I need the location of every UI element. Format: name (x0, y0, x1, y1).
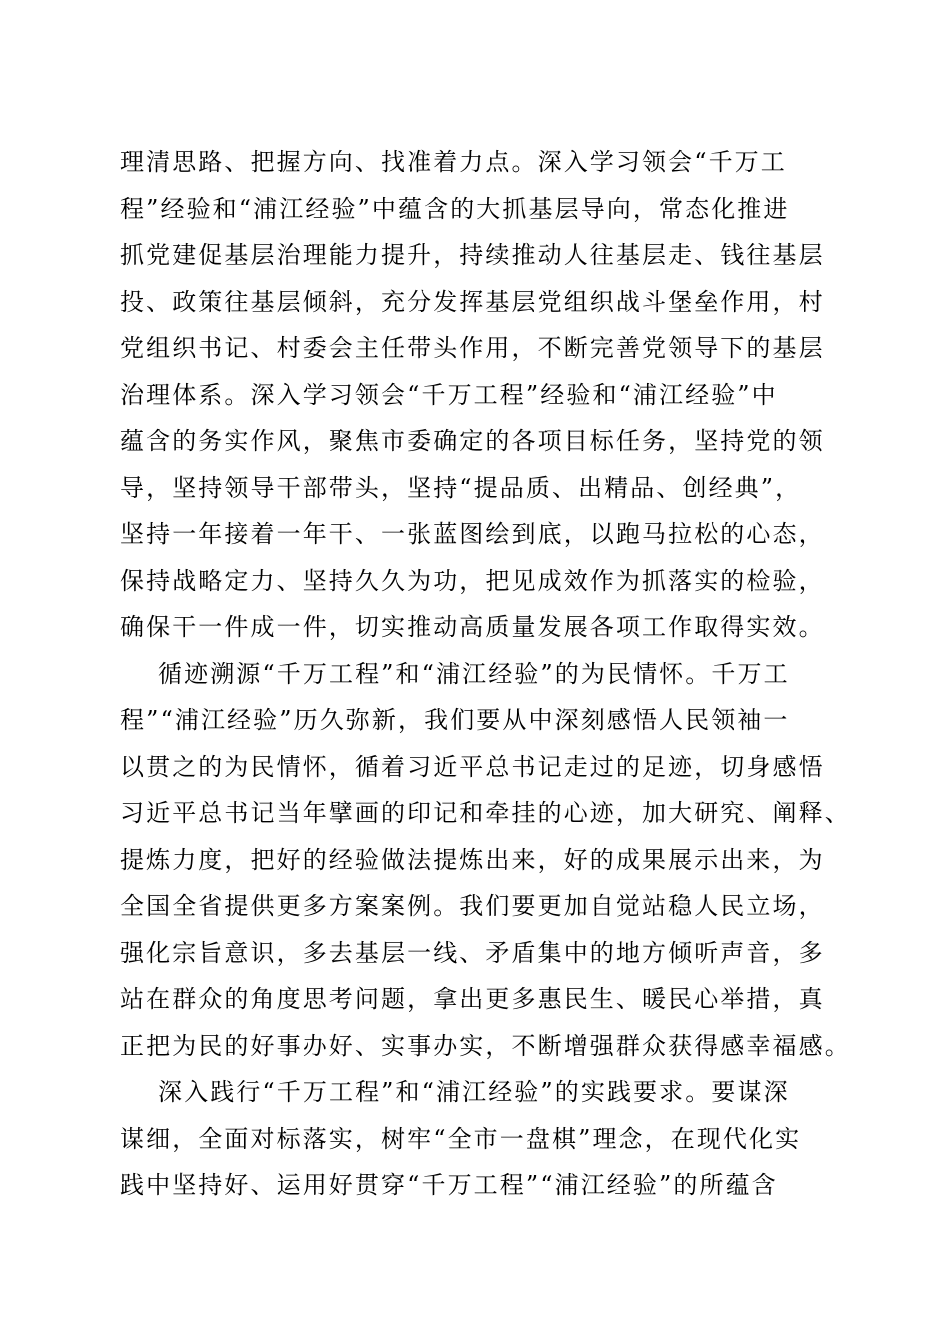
text-line: 蕴含的务实作风，聚焦市委确定的各项目标任务，坚持党的领 (120, 427, 825, 455)
text-line: 以贯之的为民情怀，循着习近平总书记走过的足迹，切身感悟 (120, 753, 825, 781)
text-line: 谋细，全面对标落实，树牢“全市一盘棋”理念，在现代化实 (120, 1125, 802, 1153)
text-line: 投、政策往基层倾斜，充分发挥基层党组织战斗堡垒作用，村 (120, 288, 825, 316)
text-line: 程”经验和“浦江经验”中蕴含的大抓基层导向，常态化推进 (120, 195, 790, 223)
text-line: 党组织书记、村委会主任带头作用，不断完善党领导下的基层 (120, 334, 825, 362)
text-line: 理清思路、把握方向、找准着力点。深入学习领会“千万工 (120, 148, 787, 176)
text-line: 践中坚持好、运用好贯穿“千万工程”“浦江经验”的所蕴含 (120, 1171, 778, 1199)
text-line: 抓党建促基层治理能力提升，持续推动人往基层走、钱往基层 (120, 241, 825, 269)
text-line: 习近平总书记当年擘画的印记和牵挂的心迹，加大研究、阐释、 (120, 799, 851, 827)
text-line: 导，坚持领导干部带头，坚持“提品质、出精品、创经典”， (120, 474, 802, 502)
text-line: 强化宗旨意识，多去基层一线、矛盾集中的地方倾听声音，多 (120, 939, 825, 967)
paragraph-first-line: 深入践行“千万工程”和“浦江经验”的实践要求。要谋深 (158, 1078, 790, 1106)
text-line: 全国全省提供更多方案案例。我们要更加自觉站稳人民立场， (120, 892, 825, 920)
text-line: 正把为民的好事办好、实事办实，不断增强群众获得感幸福感。 (120, 1032, 851, 1060)
text-line: 坚持一年接着一年干、一张蓝图绘到底，以跑马拉松的心态， (120, 520, 825, 548)
text-line: 提炼力度，把好的经验做法提炼出来，好的成果展示出来，为 (120, 846, 825, 874)
text-line: 程”“浦江经验”历久弥新，我们要从中深刻感悟人民领袖一 (120, 706, 790, 734)
text-line: 保持战略定力、坚持久久为功，把见成效作为抓落实的检验， (120, 567, 825, 595)
text-line: 治理体系。深入学习领会“千万工程”经验和“浦江经验”中 (120, 381, 778, 409)
text-line: 站在群众的角度思考问题，拿出更多惠民生、暖民心举措，真 (120, 985, 825, 1013)
text-line: 确保干一件成一件，切实推动高质量发展各项工作取得实效。 (120, 613, 825, 641)
paragraph-first-line: 循迹溯源“千万工程”和“浦江经验”的为民情怀。千万工 (158, 660, 790, 688)
